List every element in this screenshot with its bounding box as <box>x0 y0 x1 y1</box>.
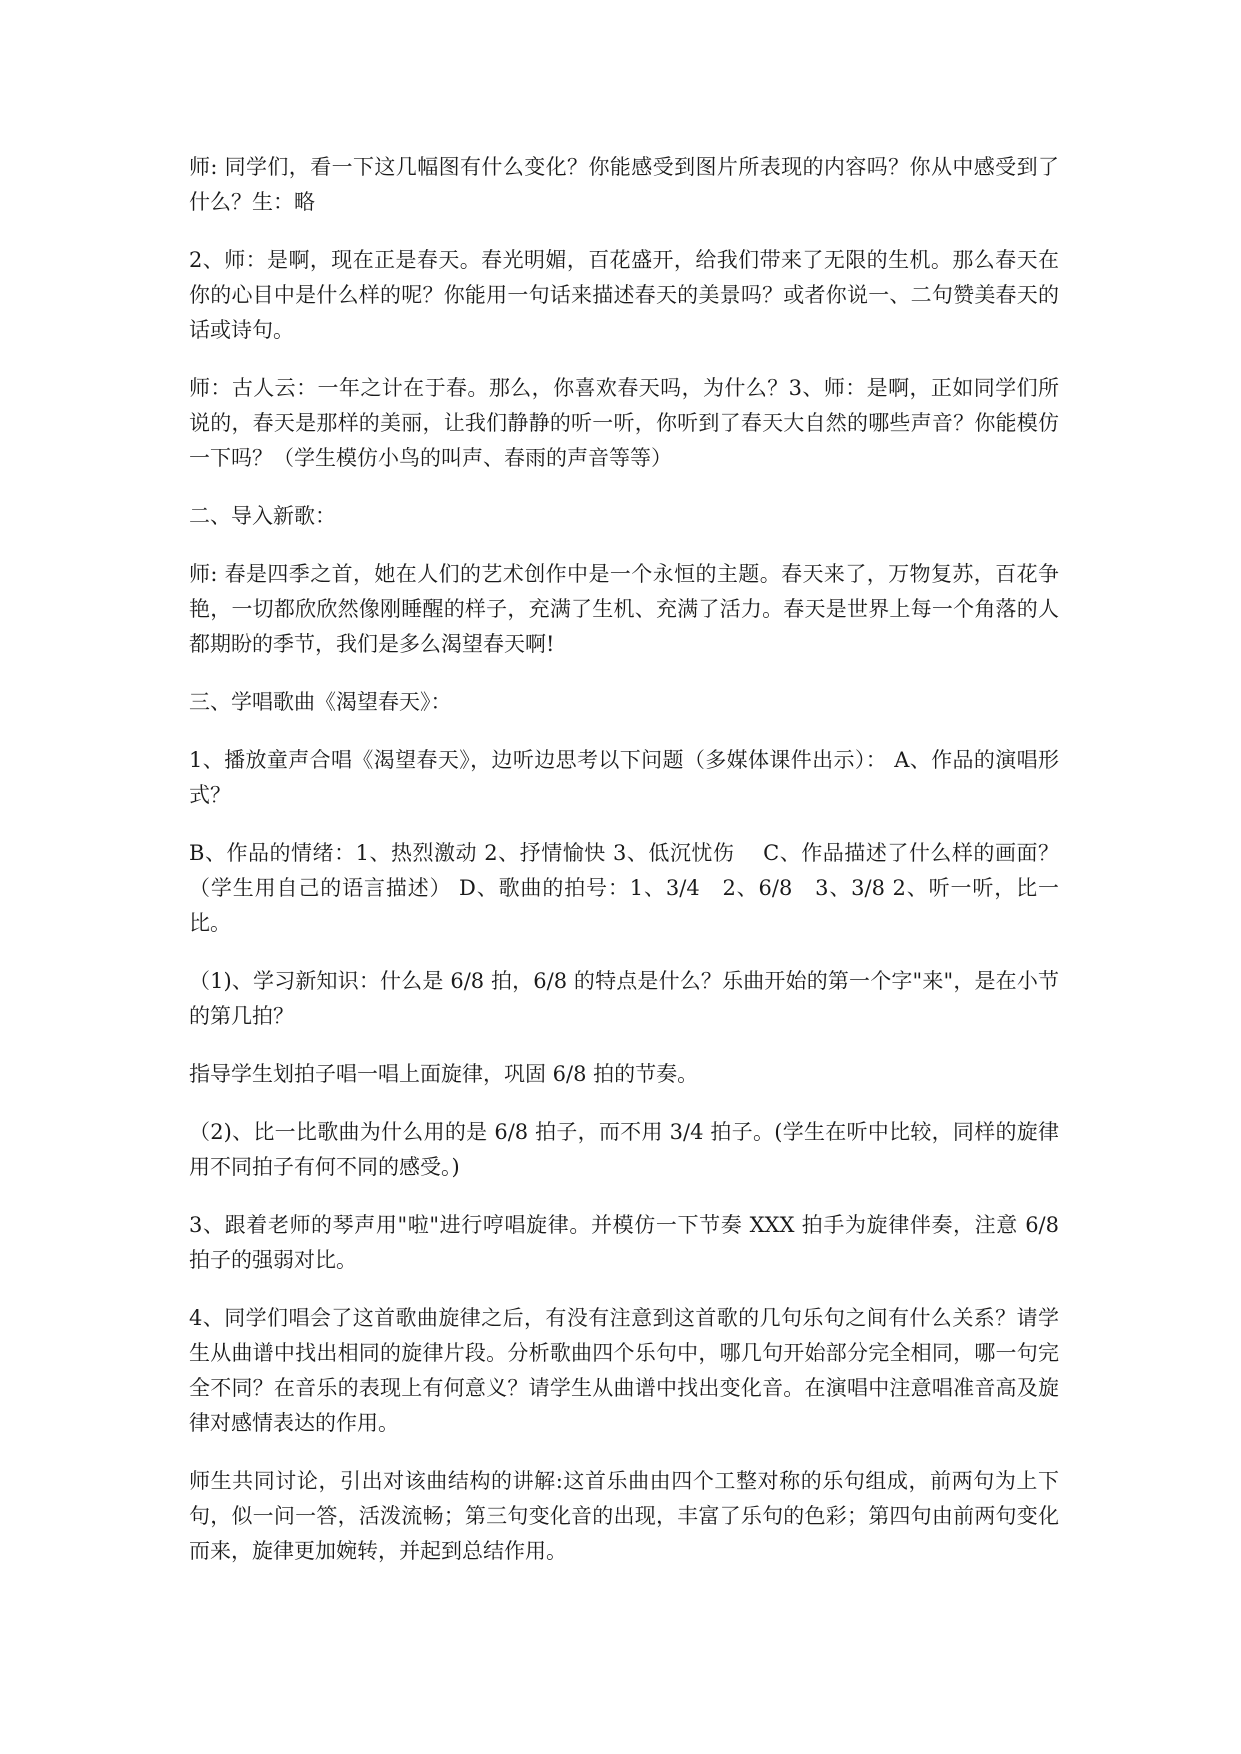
paragraph-structure-discussion: 师生共同讨论，引出对该曲结构的讲解:这首乐曲由四个工整对称的乐句组成，前两句为上下句，似一问一答，活泼流畅；第三句变化音的出现，丰富了乐句的色彩；第四句由前两句变化而来，旋律更加婉转，并起到总结作用。 <box>189 1469 1059 1563</box>
paragraph-hum-melody: 3、跟着老师的琴声用"啦"进行哼唱旋律。并模仿一下节奏 XXX 拍手为旋律伴奏，注意 6/8 拍子的强弱对比。 <box>189 1213 1059 1272</box>
paragraph-new-knowledge: （1)、学习新知识：什么是 6/8 拍，6/8 的特点是什么？乐曲开始的第一个字"来"，是在小节的第几拍？ <box>189 969 1059 1028</box>
paragraph-analyze-phrases: 4、同学们唱会了这首歌曲旋律之后，有没有注意到这首歌的几句乐句之间有什么关系？请学生从曲谱中找出相同的旋律片段。分析歌曲四个乐句中，哪几句开始部分完全相同，哪一句完全不同？在音乐的表现上有何意义？请学生从曲谱中找出变化音。在演唱中注意唱准音高及旋律对感情表达的作用。 <box>189 1306 1059 1435</box>
paragraph-guide-beat: 指导学生划拍子唱一唱上面旋律，巩固 6/8 拍的节奏。 <box>189 1062 699 1086</box>
paragraph-listen-song: 1、播放童声合唱《渴望春天》，边听边思考以下问题（多媒体课件出示）： A、作品的演唱形式？ <box>189 748 1059 807</box>
section-heading-new-song: 二、导入新歌： <box>189 504 336 528</box>
paragraph-intro-question: 师: 同学们，看一下这几幅图有什么变化？你能感受到图片所表现的内容吗？你从中感受到了什么？生：略 <box>189 155 1059 214</box>
paragraph-spring-description: 2、师：是啊，现在正是春天。春光明媚，百花盛开，给我们带来了无限的生机。那么春天在你的心目中是什么样的呢？你能用一句话来描述春天的美景吗？或者你说一、二句赞美春天的话或诗句。 <box>189 248 1059 342</box>
paragraph-new-song-intro: 师: 春是四季之首，她在人们的艺术创作中是一个永恒的主题。春天来了，万物复苏，百花争艳，一切都欣欣然像刚睡醒的样子，充满了生机、充满了活力。春天是世界上每一个角落的人都期盼的季节，我们是多么渴望春天啊! <box>189 562 1059 656</box>
document-page <box>189 150 1059 1592</box>
section-heading-learn-song: 三、学唱歌曲《渴望春天》： <box>189 690 452 714</box>
paragraph-compare-meter: （2)、比一比歌曲为什么用的是 6/8 拍子，而不用 3/4 拍子。(学生在听中比较，同样的旋律用不同拍子有何不同的感受。) <box>189 1120 1059 1179</box>
paragraph-spring-sounds: 师：古人云：一年之计在于春。那么，你喜欢春天吗，为什么？3、师：是啊，正如同学们所说的，春天是那样的美丽，让我们静静的听一听，你听到了春天大自然的哪些声音？你能模仿一下吗？（学生模仿小鸟的叫声、春雨的声音等等） <box>189 376 1059 470</box>
paragraph-song-emotion: B、作品的情绪：1、热烈激动 2、抒情愉快 3、低沉忧伤 C、作品描述了什么样的画面？（学生用自己的语言描述） D、歌曲的拍号：1、3/4 2、6/8 3、3/8 2、听一听，比一比。 <box>189 841 1059 935</box>
